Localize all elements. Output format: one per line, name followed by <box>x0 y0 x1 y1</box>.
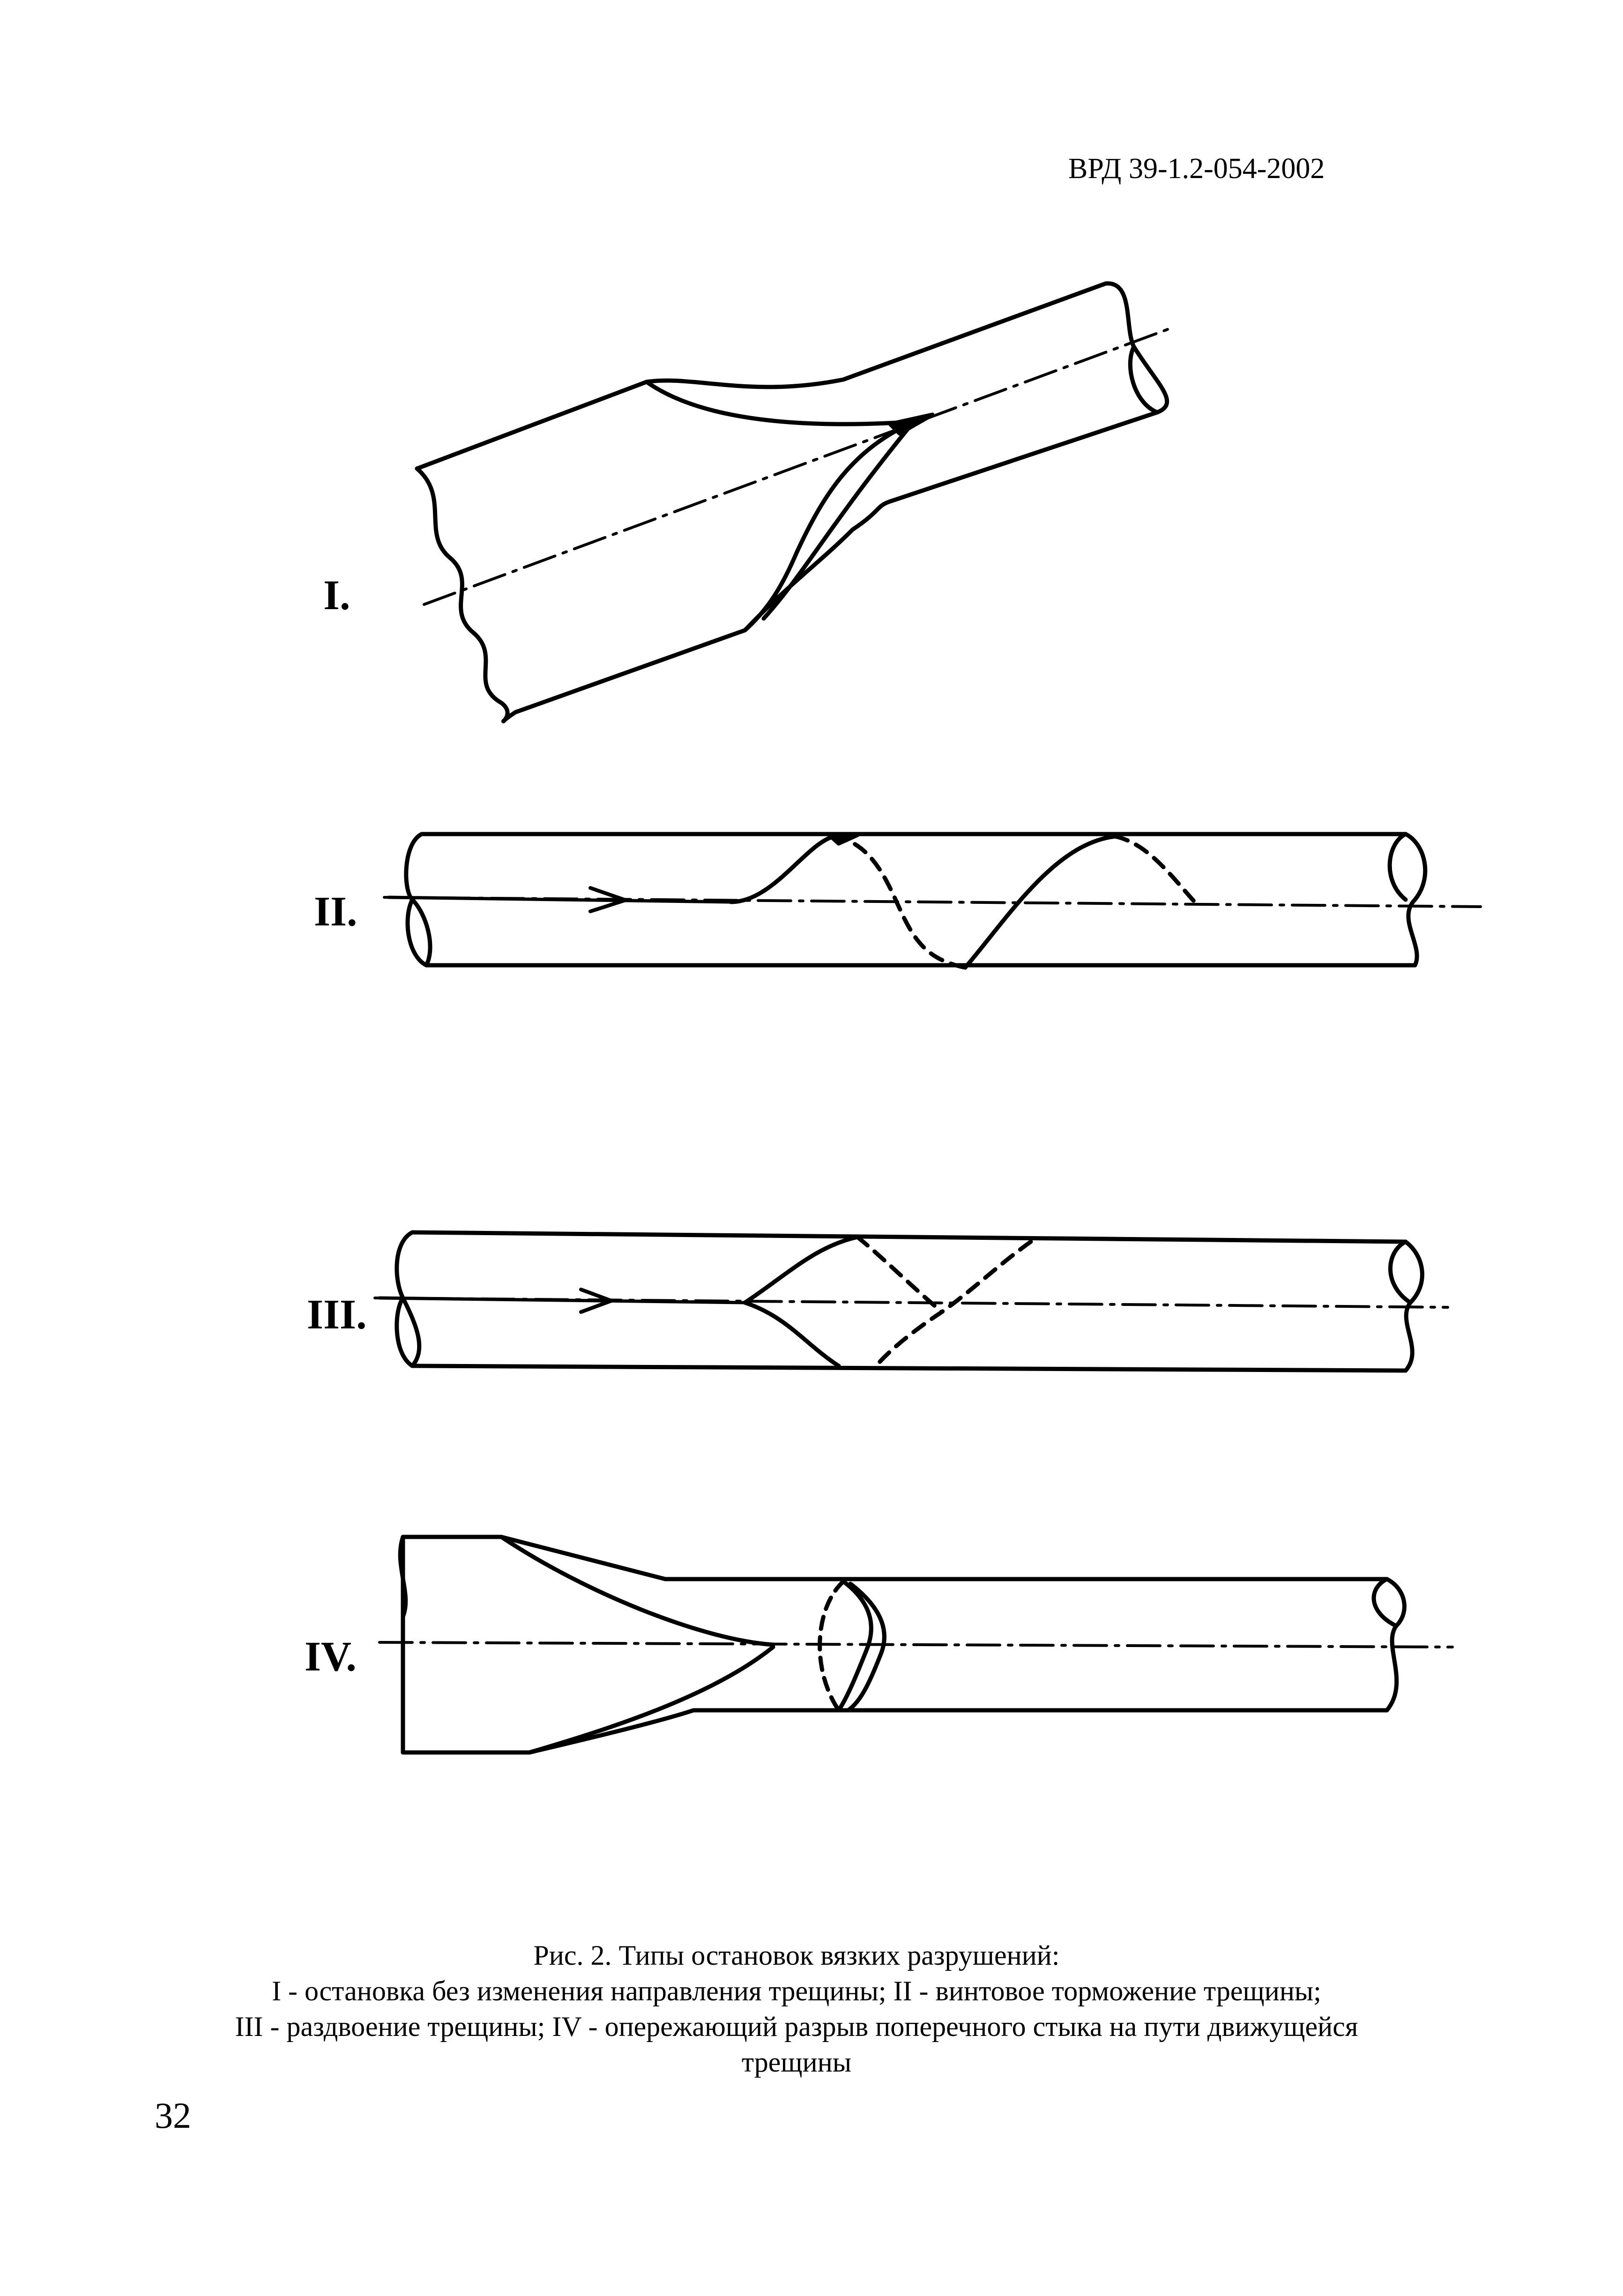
figure-caption <box>141 1938 1452 2080</box>
diagram-ii-arrow-line <box>389 897 731 902</box>
diagram-i-axis <box>424 328 1171 604</box>
document-code-header: ВРД 39-1.2-054-2002 <box>1068 153 1325 185</box>
caption-line-2: III - раздвоение трещины; IV - опережающий разрыв поперечного стыка на пути движущейся <box>235 2011 1358 2042</box>
caption-line-1: I - остановка без изменения направления трещины; II - винтовое торможение трещины; <box>272 1975 1321 2006</box>
diagram-ii-label: II. <box>314 888 357 935</box>
caption-title: Рис. 2. Типы остановок вязких разрушений: <box>533 1940 1060 1971</box>
diagram-iii-label: III. <box>307 1291 367 1338</box>
diagram-i-label: I. <box>323 572 350 619</box>
diagram-ii-crack-tip <box>829 835 857 843</box>
diagram-iv-label: IV. <box>305 1633 357 1680</box>
diagram-iv-axis <box>380 1642 1452 1647</box>
diagram-iii-arrow-line <box>380 1298 745 1303</box>
diagram-i-pipe <box>417 283 1167 721</box>
caption-line-3: трещины <box>741 2047 852 2078</box>
page-number: 32 <box>155 2095 191 2136</box>
